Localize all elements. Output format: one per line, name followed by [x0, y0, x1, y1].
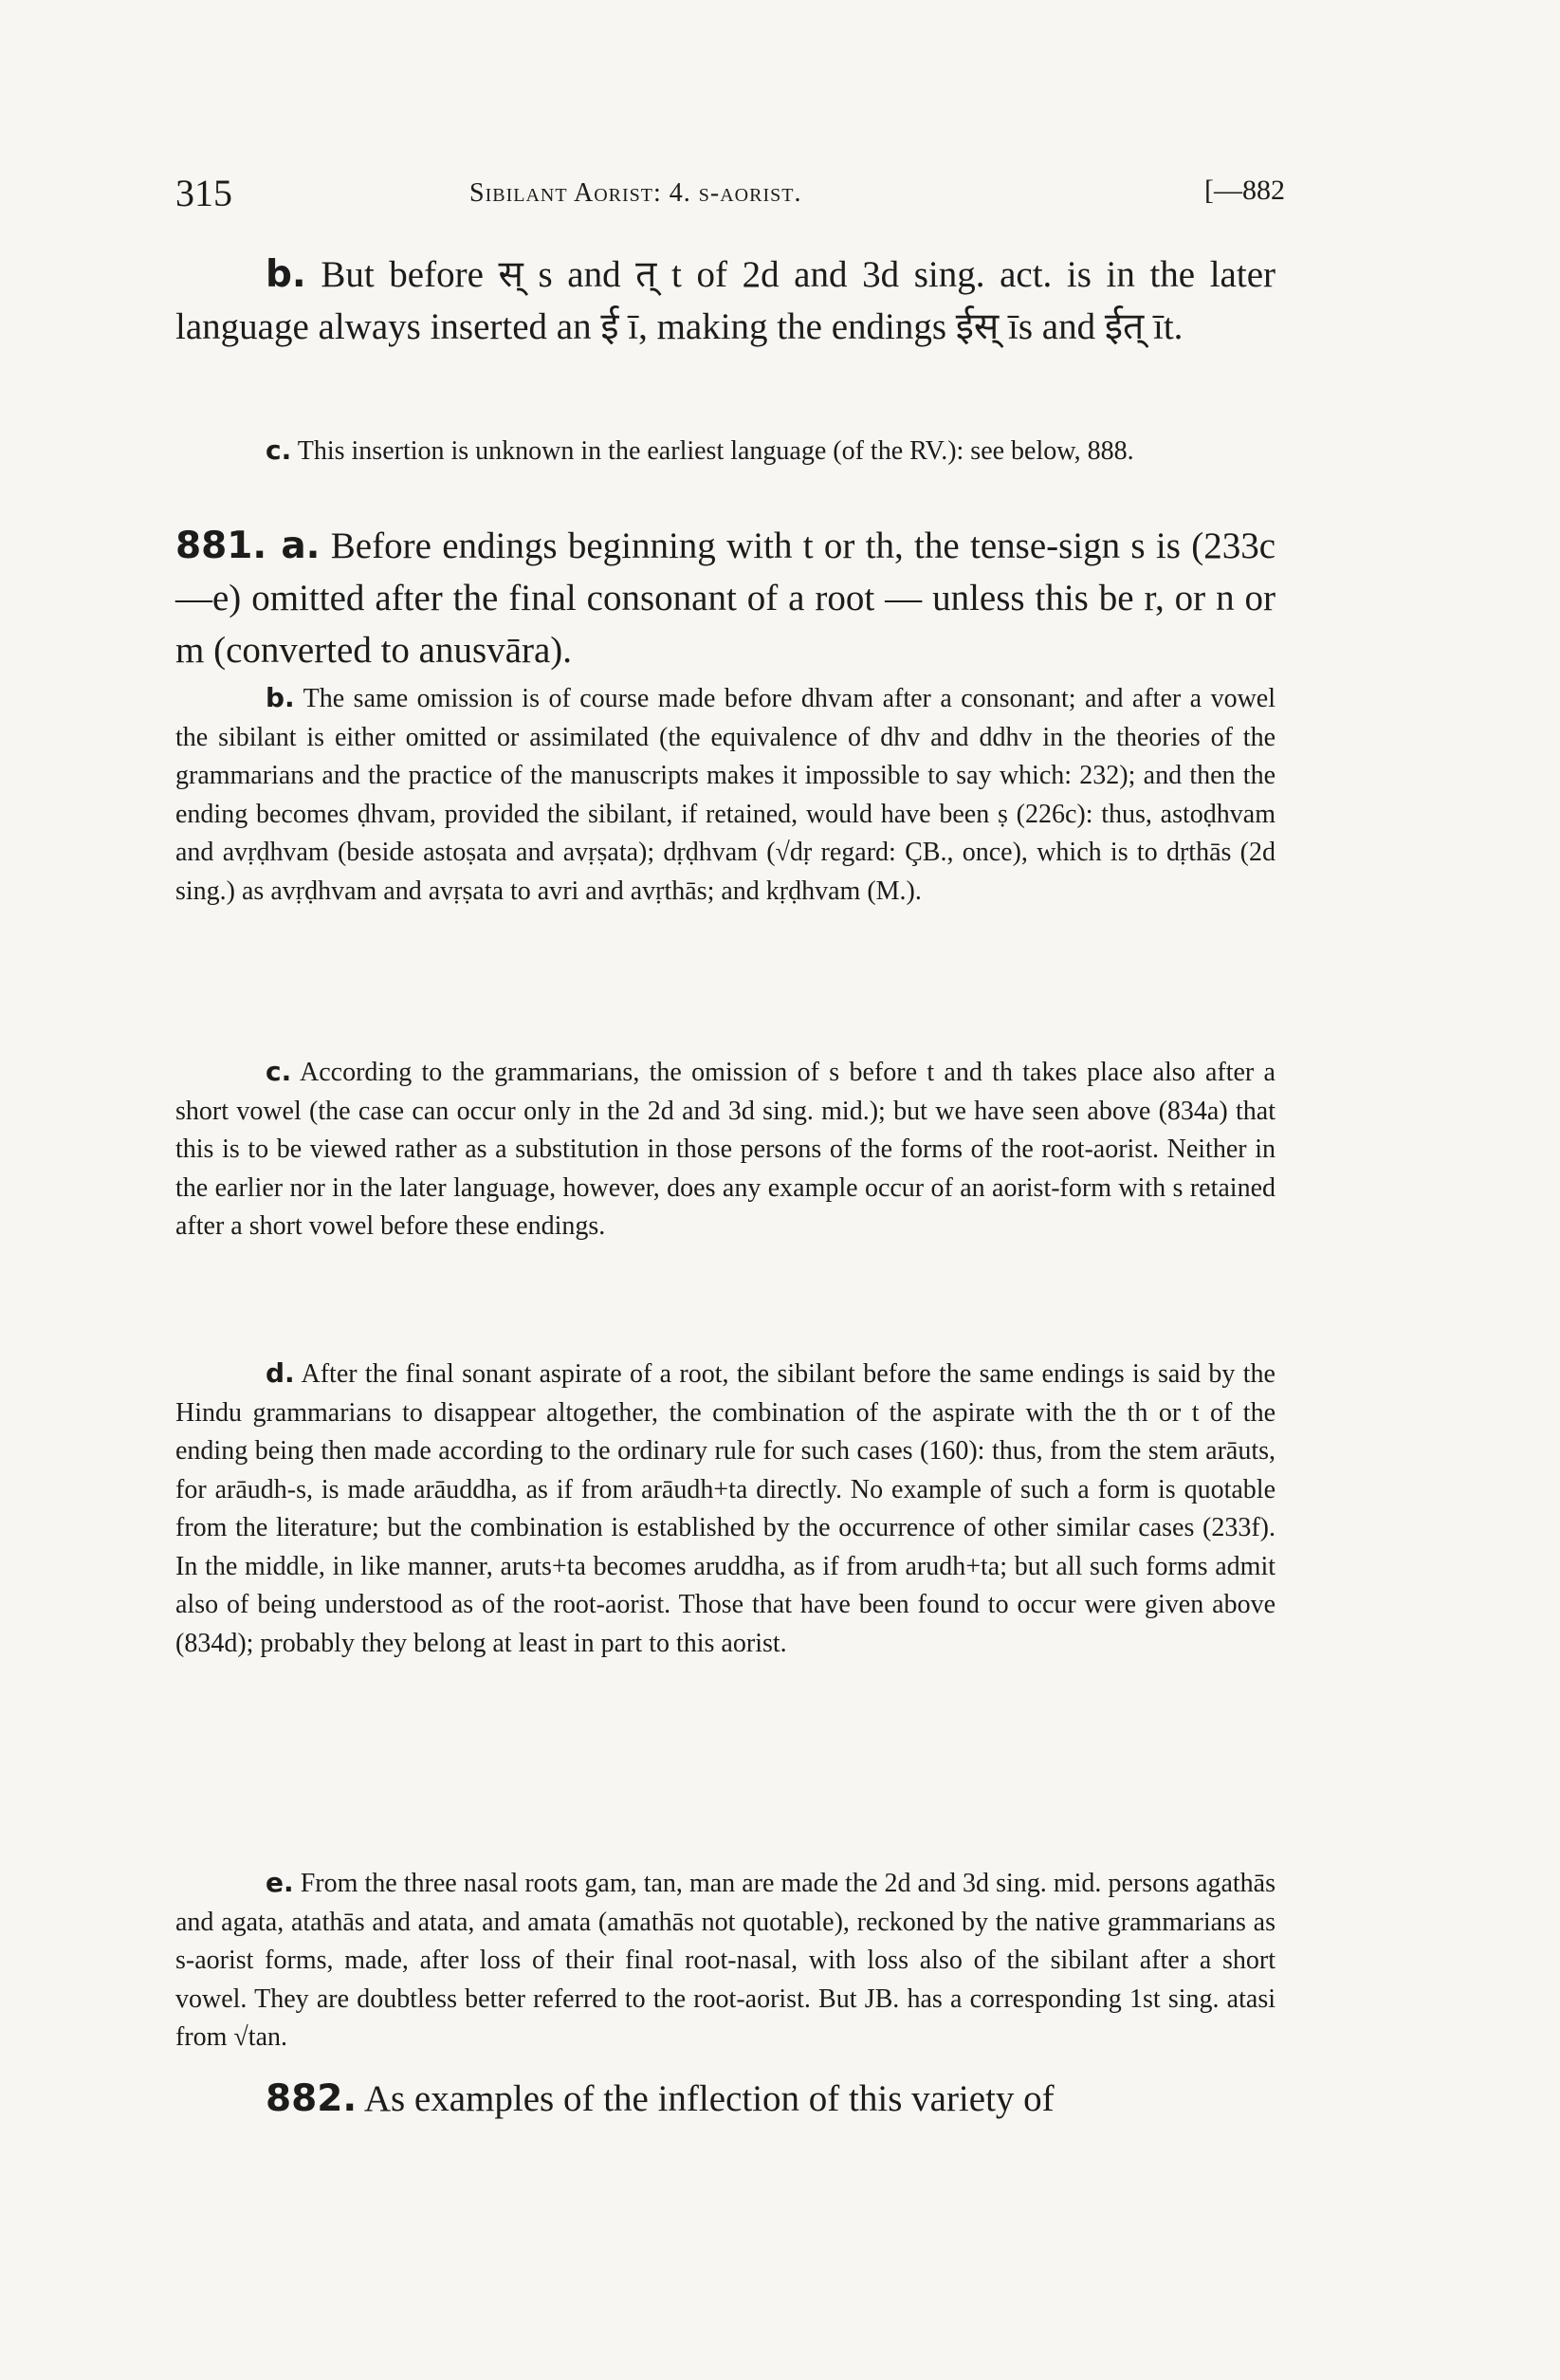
paragraph-881b — [175, 679, 1276, 911]
paragraph-text: After the final sonant aspirate of a root, the sibilant before the same endings is said by the Hindu grammarians to disappear altogether, the combination of the aspirate with the th or t of the ending being then made according to the ordinary rule for such cases (160): thus, from the stem arāuts, for arāudh-s, is made arāuddha, as if from arāudh+ta directly. No example of such a form is quotable from the literature; but the combination is established by the occurrence of other similar cases (233f). In the middle, in like manner, aruts+ta becomes aruddha, as if from arudh+ta; but all such forms admit also of being understood as of the root-aorist. Those that have been found to occur were given above (834d); probably they belong at least in part to this aorist. — [175, 1359, 1276, 1658]
paragraph-label: b. — [266, 253, 306, 296]
paragraph-label: c. — [266, 434, 292, 466]
paragraph-text: From the three nasal roots gam, tan, man are made the 2d and 3d sing. mid. persons agathās and agata, atathās and atata, and amata (amathās not quotable), reckoned by the native grammarians as s-aorist forms, made, after loss of their final root-nasal, with loss also of the sibilant after a short vowel. They are doubtless better referred to the root-aorist. But JB. has a corresponding 1st sing. atasi from √tan. — [175, 1869, 1276, 2052]
paragraph-label: 881. a. — [175, 525, 321, 567]
paragraph-text: The same omission is of course made before dhvam after a consonant; and after a vowel the sibilant is either omitted or assimilated (the equivalence of dhv and ddhv in the theories of the grammarians and the practice of the manuscripts makes it impossible to say which: 232); and then the ending becomes ḍhvam, provided the sibilant, if retained, would have been ṣ (226c): thus, astoḍhvam and avṛḍhvam (beside astoṣata and avṛṣata); dṛḍhvam (√dṛ regard: ÇB., once), which is to dṛthās (2d sing.) as avṛḍhvam and avṛṣata to avri and avṛthās; and kṛḍhvam (M.). — [175, 684, 1276, 906]
paragraph-label: d. — [266, 1357, 295, 1389]
paragraph-label: 882. — [266, 2077, 358, 2120]
paragraph-881c — [175, 1053, 1276, 1246]
paragraph-text: But before स् s and त् t of 2d and 3d sing. act. is in the later language always inserted an ई ī, making the endings ईस् īs and ईत् īt. — [175, 254, 1276, 347]
paragraph-text: As examples of the inflection of this variety of — [363, 2078, 1055, 2119]
paragraph-label: c. — [266, 1056, 292, 1087]
paragraph-882 — [175, 2073, 1276, 2125]
paragraph-label: e. — [266, 1867, 294, 1898]
paragraph-text: Before endings beginning with t or th, the tense-sign s is (233c—e) omitted after the final consonant of a root — unless this be r, or n or m (converted to anusvāra). — [175, 526, 1276, 671]
running-title: Sibilant Aorist: 4. s-aorist. — [469, 178, 802, 208]
section-reference: [—882 — [1204, 175, 1285, 206]
paragraph-881e — [175, 1864, 1276, 2057]
paragraph-881a — [175, 520, 1276, 676]
paragraph-880b — [175, 249, 1276, 353]
running-header — [175, 171, 1285, 218]
paragraph-text: This insertion is unknown in the earliest language (of the RV.): see below, 888. — [297, 436, 1134, 466]
paragraph-881d — [175, 1355, 1276, 1663]
paragraph-label: b. — [266, 682, 295, 713]
paragraph-880c — [175, 432, 1276, 471]
paragraph-text: According to the grammarians, the omission of s before t and th takes place also after a short vowel (the case can occur only in the 2d and 3d sing. mid.); but we have seen above (834a) that this is to be viewed rather as a substitution in those persons of the forms of the root-aorist. Neither in the earlier nor in the later language, however, does any example occur of an aorist-form with s retained after a short vowel before these endings. — [175, 1058, 1276, 1241]
page-number: 315 — [175, 172, 232, 214]
